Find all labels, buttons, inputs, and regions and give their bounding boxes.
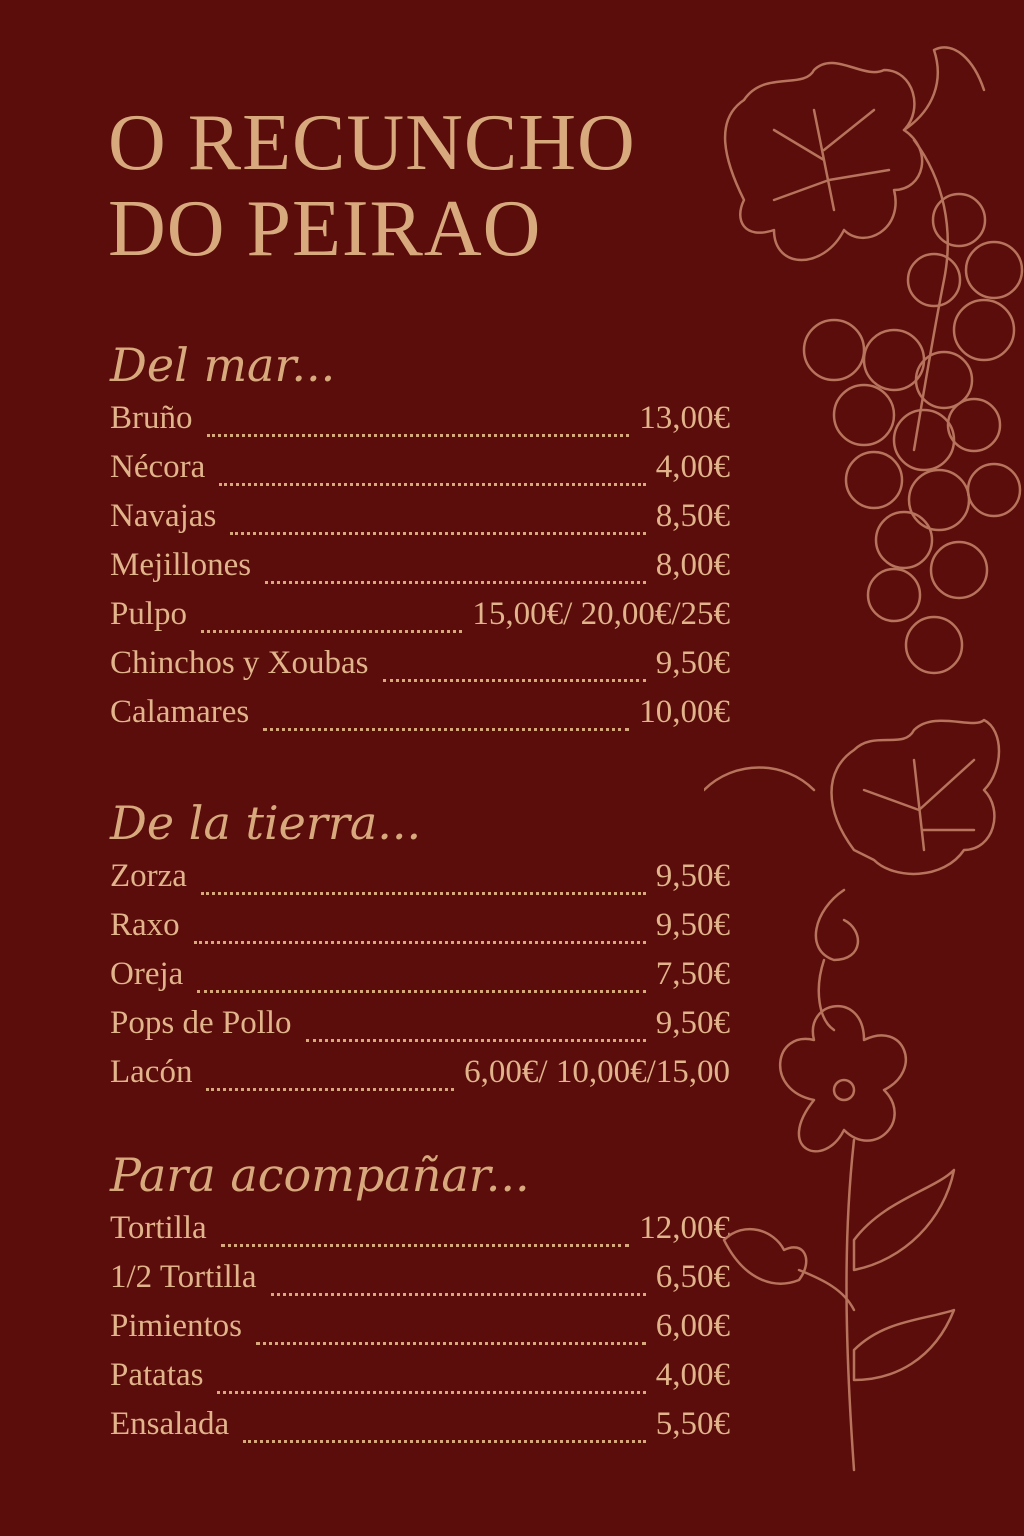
item-price: 9,50€ — [655, 858, 730, 894]
item-price: 4,00€ — [655, 1357, 730, 1393]
item-name: Tortilla — [110, 1210, 207, 1246]
menu-item — [110, 1308, 730, 1357]
dot-leader — [243, 1439, 646, 1443]
dot-leader — [201, 891, 646, 895]
item-price: 9,50€ — [655, 645, 730, 681]
section-title: Para acompañar... — [110, 1148, 530, 1202]
item-price: 6,00€ — [655, 1308, 730, 1344]
menu-item — [110, 956, 730, 1005]
dot-leader — [201, 629, 462, 633]
menu-item — [110, 907, 730, 956]
vine-leaf-icon — [704, 720, 999, 874]
item-price: 6,00€/ 10,00€/15,00 — [464, 1054, 730, 1090]
item-name: Bruño — [110, 400, 193, 436]
menu-item — [110, 547, 730, 596]
menu-item — [110, 596, 730, 645]
dot-leader — [256, 1341, 646, 1345]
section-de-la-tierra — [110, 788, 730, 1103]
section-title: De la tierra... — [110, 796, 422, 850]
dot-leader — [207, 433, 630, 437]
item-price: 7,50€ — [655, 956, 730, 992]
item-price: 15,00€/ 20,00€/25€ — [472, 596, 730, 632]
menu-item — [110, 1054, 730, 1103]
item-name: Pulpo — [110, 596, 188, 632]
item-name: Navajas — [110, 498, 217, 534]
item-price: 13,00€ — [639, 400, 730, 436]
dot-leader — [306, 1038, 646, 1042]
small-flower-icon — [724, 1229, 854, 1310]
dot-leader — [263, 727, 629, 731]
dot-leader — [197, 989, 645, 993]
restaurant-title — [108, 100, 728, 272]
item-name: Chinchos y Xoubas — [110, 645, 369, 681]
dot-leader — [230, 531, 645, 535]
title-line-2: DO PEIRAO — [108, 185, 542, 273]
item-name: Mejillones — [110, 547, 252, 583]
grape-vine-illustration — [704, 30, 1024, 1490]
tendril-icon — [816, 890, 858, 1030]
section-title: Del mar... — [110, 338, 336, 392]
dot-leader — [221, 1243, 630, 1247]
dot-leader — [383, 678, 646, 682]
item-name: Zorza — [110, 858, 187, 894]
item-price: 6,50€ — [655, 1259, 730, 1295]
leaf-icon — [854, 1310, 954, 1380]
item-price: 10,00€ — [639, 694, 730, 730]
title-line-1: O RECUNCHO — [108, 99, 636, 187]
item-name: Oreja — [110, 956, 184, 992]
item-price: 9,50€ — [655, 1005, 730, 1041]
item-name: Ensalada — [110, 1406, 230, 1442]
item-price: 4,00€ — [655, 449, 730, 485]
dot-leader — [219, 482, 645, 486]
item-name: Lacón — [110, 1054, 193, 1090]
item-price: 9,50€ — [655, 907, 730, 943]
menu-item — [110, 498, 730, 547]
item-price: 12,00€ — [639, 1210, 730, 1246]
dot-leader — [217, 1390, 645, 1394]
item-name: Raxo — [110, 907, 180, 943]
menu-item — [110, 1005, 730, 1054]
item-name: Pimientos — [110, 1308, 243, 1344]
grape-bunch-icon — [804, 194, 1022, 673]
dot-leader — [265, 580, 646, 584]
item-name: Patatas — [110, 1357, 204, 1393]
item-price: 8,00€ — [655, 547, 730, 583]
menu-item — [110, 400, 730, 449]
menu-item — [110, 1210, 730, 1259]
item-price: 8,50€ — [655, 498, 730, 534]
dot-leader — [271, 1292, 646, 1296]
menu-item — [110, 1406, 730, 1455]
grape-leaf-icon — [725, 63, 922, 260]
item-name: Nécora — [110, 449, 206, 485]
menu-item — [110, 645, 730, 694]
section-del-mar — [110, 330, 730, 743]
flower-icon — [780, 1006, 906, 1151]
item-price: 5,50€ — [655, 1406, 730, 1442]
item-name: Pops de Pollo — [110, 1005, 292, 1041]
section-para-acompanar — [110, 1140, 730, 1455]
vine-stem-icon — [904, 47, 984, 130]
dot-leader — [206, 1087, 454, 1091]
menu-item — [110, 449, 730, 498]
menu-item — [110, 858, 730, 907]
dot-leader — [194, 940, 646, 944]
item-name: Calamares — [110, 694, 250, 730]
menu-item — [110, 1259, 730, 1308]
menu-item — [110, 694, 730, 743]
menu-item — [110, 1357, 730, 1406]
leaf-icon — [854, 1170, 954, 1270]
item-name: 1/2 Tortilla — [110, 1259, 257, 1295]
